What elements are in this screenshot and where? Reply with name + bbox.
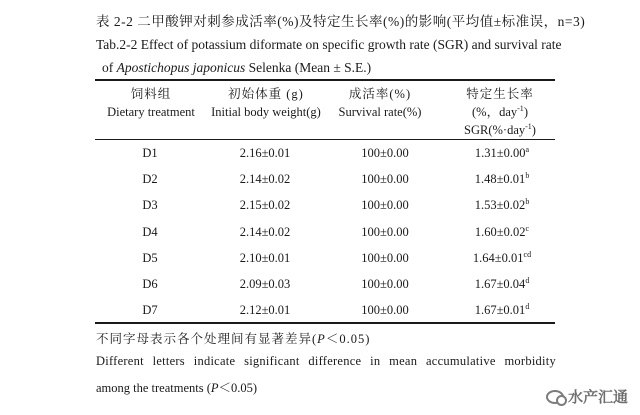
cell-sgr: 1.48±0.01$^b$ <box>474 171 530 187</box>
cell-weight: 2.10±0.01 <box>239 250 291 265</box>
cell-sgr: 1.67±0.01$^d$ <box>474 302 530 318</box>
table-bottom-rule <box>95 322 555 324</box>
table-row <box>95 168 555 194</box>
cell-weight: 2.12±0.01 <box>239 303 291 318</box>
cell-diet: D1 <box>142 146 158 160</box>
cell-weight: 2.16±0.01 <box>239 146 291 160</box>
cell-survival: 100±0.00 <box>361 276 409 291</box>
cell-sgr: 1.67±0.04$^d$ <box>474 275 530 291</box>
table-row <box>95 194 555 220</box>
header-initial-weight: 初始体重 (g) Initial body weight(g) <box>211 87 321 119</box>
cell-weight: 2.14±0.02 <box>239 224 291 239</box>
cell-survival: 100±0.00 <box>361 224 409 239</box>
footnote-en-line2: among the treatments (P＜0.05) <box>96 381 258 395</box>
table-body <box>95 142 555 325</box>
cell-diet: D5 <box>142 250 158 265</box>
cell-diet: D2 <box>142 172 158 187</box>
cell-diet: D6 <box>142 276 158 291</box>
table-row <box>95 221 555 247</box>
cell-sgr: 1.31±0.00$^a$ <box>474 145 530 160</box>
table-row <box>95 247 555 273</box>
table-title-en-line2: of Apostichopus japonicus Selenka (Mean ± S.E.) <box>102 60 372 75</box>
cell-survival: 100±0.00 <box>361 172 409 187</box>
table-row <box>95 273 555 299</box>
cell-weight: 2.14±0.02 <box>239 172 291 187</box>
cell-diet: D4 <box>142 224 158 239</box>
cell-sgr: 1.60±0.02$^c$ <box>474 223 530 239</box>
header-sgr: 特定生长率 (%，day$^{-1}$) SGR(%·day$^{-1}$) <box>464 87 536 137</box>
wechat-icon <box>546 390 564 404</box>
table-header-rule <box>95 139 555 140</box>
table-title-cn: 表 2-2 二甲酸钾对刺参成活率(%)及特定生长率(%)的影响(平均值±标准误，n=3) <box>96 14 586 29</box>
footnote-cn: 不同字母表示各个处理间有显著差异(P＜0.05) <box>96 332 371 346</box>
table-row <box>95 142 555 168</box>
cell-survival: 100±0.00 <box>361 198 409 213</box>
header-dietary-treatment: 饲料组 Dietary treatment <box>107 87 195 119</box>
cell-survival: 100±0.00 <box>361 146 409 160</box>
table-top-rule <box>95 79 555 81</box>
header-survival-rate: 成活率(%) Survival rate(%) <box>338 87 422 119</box>
cell-weight: 2.15±0.02 <box>239 198 291 213</box>
footnote-en: Different letters indicate significant difference in mean accumulative morbidity <box>96 354 556 368</box>
cell-sgr: 1.64±0.01$^{cd}$ <box>472 249 532 265</box>
cell-survival: 100±0.00 <box>361 250 409 265</box>
cell-weight: 2.09±0.03 <box>239 276 291 291</box>
cell-diet: D3 <box>142 198 158 213</box>
cell-sgr: 1.53±0.02$^b$ <box>474 197 530 213</box>
watermark <box>546 386 628 407</box>
cell-survival: 100±0.00 <box>361 303 409 318</box>
watermark-text: 水产汇通 <box>567 388 628 406</box>
table-title-en: Tab.2-2 Effect of potassium diformate on specific growth rate (SGR) and survival rate <box>96 37 562 52</box>
species-name: Apostichopus japonicus <box>116 60 246 75</box>
cell-diet: D7 <box>142 303 158 318</box>
